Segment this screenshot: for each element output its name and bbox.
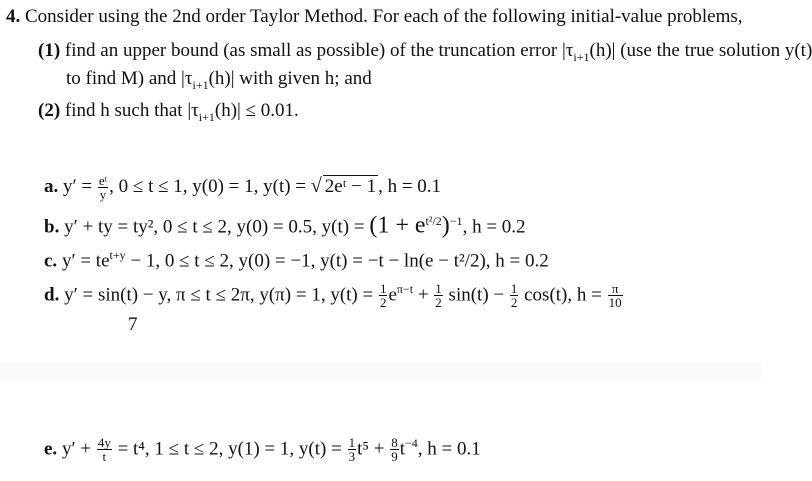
item-e	[44, 432, 481, 463]
item-e-label: e.	[44, 438, 58, 460]
item-d-label: d.	[44, 284, 60, 306]
item-c	[44, 244, 549, 272]
item-d-fraction-1	[379, 282, 388, 309]
item-c-exp: t+y	[109, 248, 126, 262]
frac-numerator: 1	[379, 281, 387, 297]
item-e-text-1: y′ +	[61, 438, 96, 460]
item-e-fraction-2	[348, 436, 357, 463]
item-e-fraction-3	[390, 436, 399, 463]
tau-subscript: i+1	[198, 109, 215, 124]
item-b-label: b.	[44, 216, 60, 238]
frac-denominator: 2	[379, 295, 387, 311]
item-d-fraction-4	[608, 282, 623, 309]
frac-denominator: 2	[510, 295, 518, 311]
item-a-radicand: 2eᵗ − 1	[324, 175, 377, 197]
item-a-label: a.	[44, 175, 59, 197]
item-a-tail: , h = 0.1	[378, 175, 442, 197]
item-a-mid: , 0 ≤ t ≤ 1, y(0) = 1, y(t) =	[109, 175, 311, 197]
item-a-numerator: eᵗ	[98, 173, 108, 188]
item-e-fraction-1	[97, 436, 112, 463]
frac-denominator: t	[102, 449, 107, 465]
item-d-plus: +	[413, 284, 434, 306]
item-d-text-1: y′ = sin(t) − y, π ≤ t ≤ 2π, y(π) = 1, y(t) =	[64, 284, 378, 306]
part-1-line-1	[38, 40, 812, 68]
item-d-fraction-2	[434, 282, 443, 309]
frac-numerator: 8	[391, 435, 398, 451]
item-b-power: −1	[449, 214, 463, 228]
item-e-tail: , h = 0.1	[417, 438, 481, 460]
item-e-t5: t⁵	[357, 438, 369, 460]
item-c-text-1: y′ = te	[61, 250, 110, 272]
item-c-label: c.	[44, 250, 58, 272]
page-gap-band	[0, 362, 761, 380]
item-d-cos: cos(t), h =	[519, 284, 607, 306]
item-d-sin: sin(t) −	[443, 284, 509, 306]
item-c-text-2: − 1, 0 ≤ t ≤ 2, y(0) = −1, y(t) = −t − ln(e − t²/2), h = 0.2	[125, 250, 549, 272]
part-1-line-2	[66, 68, 372, 96]
sqrt-symbol: √	[310, 174, 322, 197]
item-a-lhs: y′ =	[63, 175, 97, 197]
handwritten-seven: 7	[128, 314, 138, 335]
frac-numerator: 1	[435, 281, 442, 297]
item-d-e: e	[388, 284, 397, 306]
frac-denominator: 3	[348, 449, 356, 465]
tau-subscript: i+1	[192, 77, 209, 92]
frac-denominator: 9	[391, 449, 398, 465]
item-a	[44, 174, 441, 201]
part-1-text-d: (h)| with given h; and	[208, 68, 372, 89]
item-a-denominator: y	[99, 187, 107, 202]
item-b-text: y′ + ty = ty², 0 ≤ t ≤ 2, y(0) = 0.5, y(t) =	[64, 216, 370, 238]
part-1-text-c: to find M) and |τ	[66, 68, 193, 89]
item-b-close: )	[441, 212, 450, 239]
part-2-line	[38, 100, 299, 128]
problem-intro-text: Consider using the 2nd order Taylor Method. For each of the following initial-value problems,	[25, 6, 743, 27]
item-b-tail: , h = 0.2	[462, 216, 526, 238]
frac-numerator: 1	[348, 435, 356, 451]
item-d	[44, 278, 624, 309]
item-b	[44, 210, 526, 238]
part-2-text-b: (h)| ≤ 0.01.	[214, 100, 299, 121]
frac-numerator: 4y	[97, 435, 111, 451]
item-d-fraction-3	[510, 282, 519, 309]
item-e-mid: = t⁴, 1 ≤ t ≤ 2, y(1) = 1, y(t) =	[112, 438, 347, 460]
item-d-exp: π−t	[396, 282, 414, 296]
frac-numerator: 1	[510, 281, 518, 297]
part-1-text-b: (h)| (use the true solution y(t)	[589, 40, 812, 61]
problem-number: 4.	[6, 6, 21, 27]
item-a-fraction	[98, 174, 108, 201]
item-b-paren: (1 + e	[369, 212, 426, 239]
item-e-tm4: t	[399, 438, 405, 460]
part-1-number: (1)	[38, 40, 61, 61]
frac-numerator: π	[608, 282, 623, 296]
part-1-text-a: find an upper bound (as small as possible) of the truncation error |τ	[64, 40, 574, 61]
tau-subscript: i+1	[573, 49, 590, 64]
problem-intro	[6, 6, 743, 28]
item-e-plus: +	[369, 438, 390, 460]
frac-denominator: 2	[435, 295, 442, 311]
item-e-tm4-exp: −4	[405, 436, 418, 450]
part-2-number: (2)	[38, 100, 61, 121]
frac-denominator: 10	[608, 295, 622, 311]
part-2-text-a: find h such that |τ	[64, 100, 199, 121]
item-b-exp: t²/2	[425, 214, 442, 228]
